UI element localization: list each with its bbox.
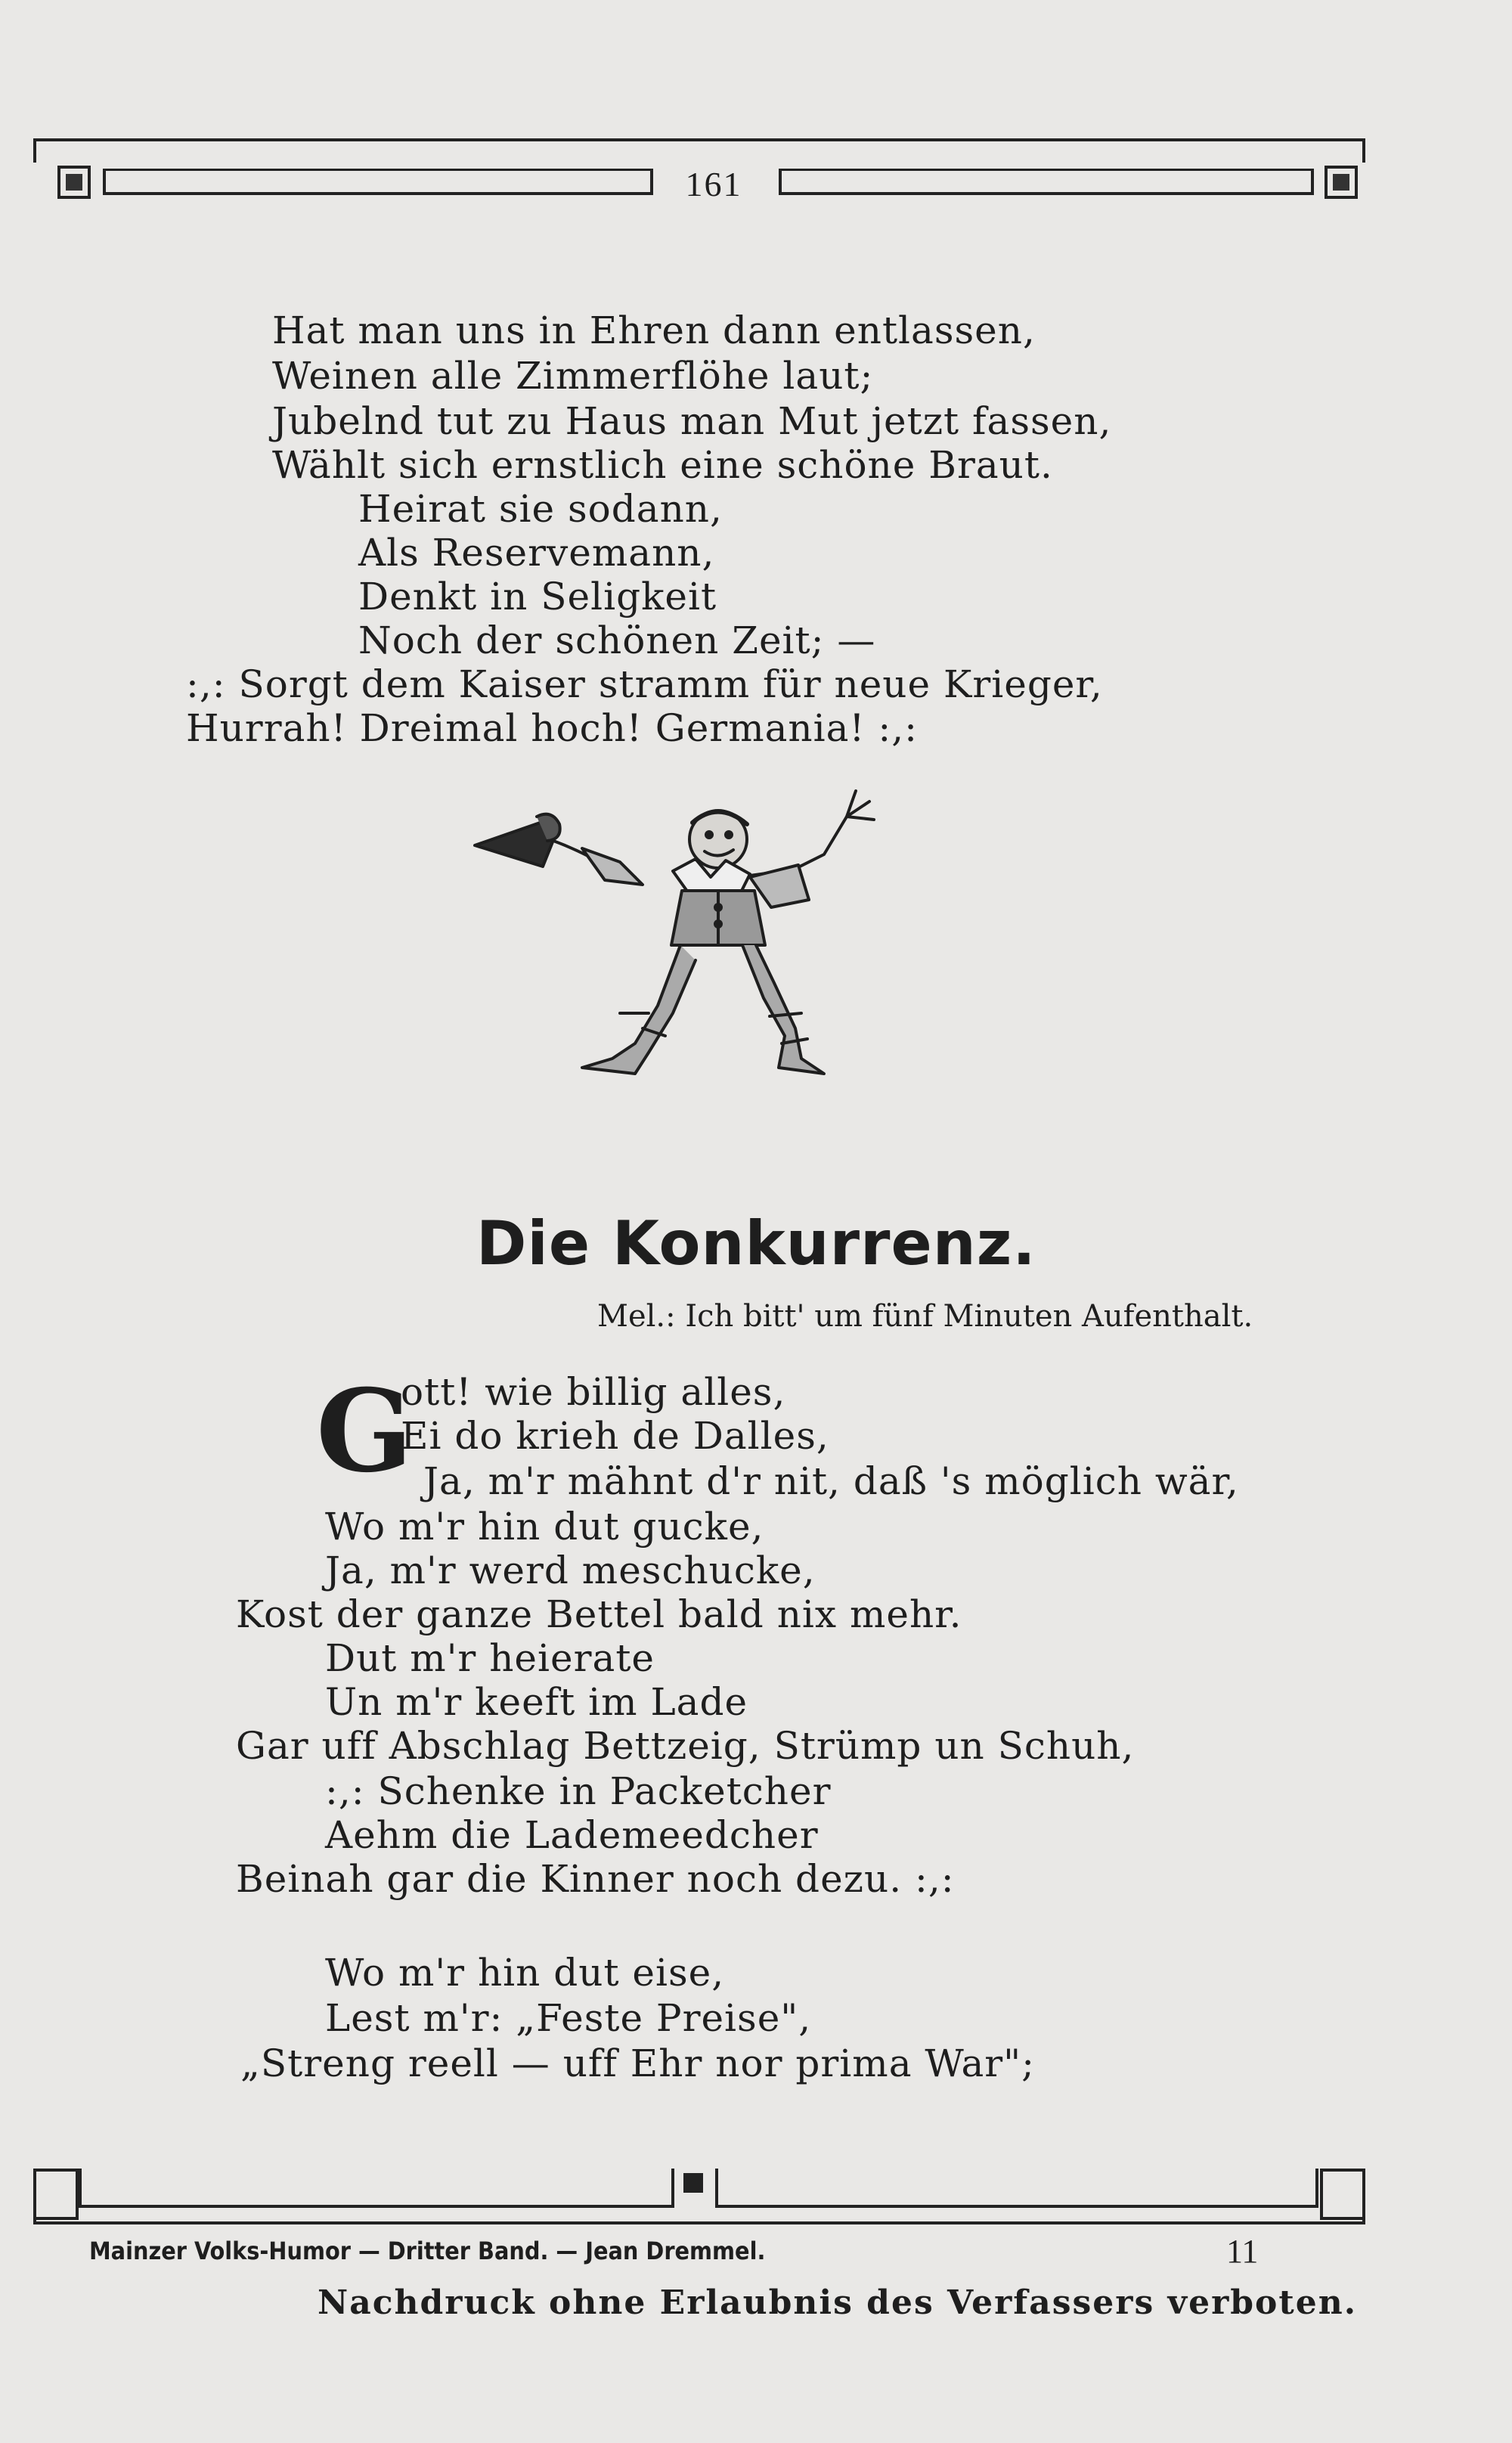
verse-line: Un m'r keeft im Lade [325, 1680, 748, 1724]
jester-illustration [469, 786, 907, 1096]
ornament-square-right [1325, 166, 1358, 199]
verse-line: Kost der ganze Bettel bald nix mehr. [236, 1592, 962, 1636]
footer-bar-right [715, 2169, 1318, 2208]
header-frame [33, 138, 1365, 163]
footer-box-right [1320, 2169, 1365, 2220]
verse-line: Lest m'r: „Feste Preise", [325, 1996, 812, 2040]
melody-note: Mel.: Ich bitt' um fünf Minuten Aufenthalt. [597, 1299, 1253, 1334]
footer-center-dot [683, 2173, 703, 2193]
verse-line: Hurrah! Dreimal hoch! Germania! :,: [186, 706, 919, 750]
imprint-line: Mainzer Volks-Humor — Dritter Band. — Jean Dremmel. [89, 2237, 766, 2265]
verse-line: Ei do krieh de Dalles, [401, 1414, 829, 1458]
header-ornament [33, 138, 1362, 206]
verse-line: Als Reservemann, [358, 531, 715, 575]
verse-line: Dut m'r heierate [325, 1636, 655, 1680]
verse-line: Hat man uns in Ehren dann entlassen, [272, 308, 1036, 352]
song-title: Die Konkurrenz. [476, 1208, 1036, 1279]
verse-line: Aehm die Lademeedcher [325, 1813, 819, 1857]
verse-line: Jubelnd tut zu Haus man Mut jetzt fassen, [272, 399, 1112, 443]
verse-line: Wo m'r hin dut gucke, [325, 1505, 764, 1549]
verse-line: Denkt in Seligkeit [358, 575, 717, 619]
header-bar-right [779, 169, 1314, 195]
verse-line: Noch der schönen Zeit; — [358, 619, 876, 662]
verse-line: :,: Sorgt dem Kaiser stramm für neue Krieger, [186, 662, 1103, 706]
verse-line: Heirat sie sodann, [358, 487, 723, 531]
verse-line: Beinah gar die Kinner noch dezu. :,: [236, 1857, 955, 1901]
signature-number: 11 [1226, 2233, 1259, 2270]
verse-line: Wo m'r hin dut eise, [325, 1951, 725, 1995]
verse-line: ott! wie billig alles, [401, 1370, 786, 1414]
copyright-notice: Nachdruck ohne Erlaubnis des Verfassers verboten. [318, 2283, 1358, 2322]
verse-line: Weinen alle Zimmerflöhe laut; [272, 354, 874, 398]
verse-line: Ja, m'r mähnt d'r nit, daß 's möglich wär, [423, 1459, 1239, 1503]
verse-line: :,: Schenke in Packetcher [325, 1769, 832, 1813]
verse-line: Gar uff Abschlag Bettzeig, Strümp un Schuh, [236, 1724, 1135, 1768]
footer-box-left [33, 2169, 79, 2220]
verse-line: Ja, m'r werd meschucke, [325, 1549, 816, 1592]
header-bar-left [103, 169, 653, 195]
page-number: 161 [685, 165, 742, 203]
dropcap-letter: G [316, 1365, 414, 1498]
footer-bar-left [79, 2169, 674, 2208]
verse-line: Wählt sich ernstlich eine schöne Braut. [272, 443, 1053, 487]
footer-ornament [33, 2169, 1365, 2229]
ornament-square-left [57, 166, 91, 199]
verse-line: „Streng reell — uff Ehr nor prima War"; [240, 2042, 1036, 2085]
